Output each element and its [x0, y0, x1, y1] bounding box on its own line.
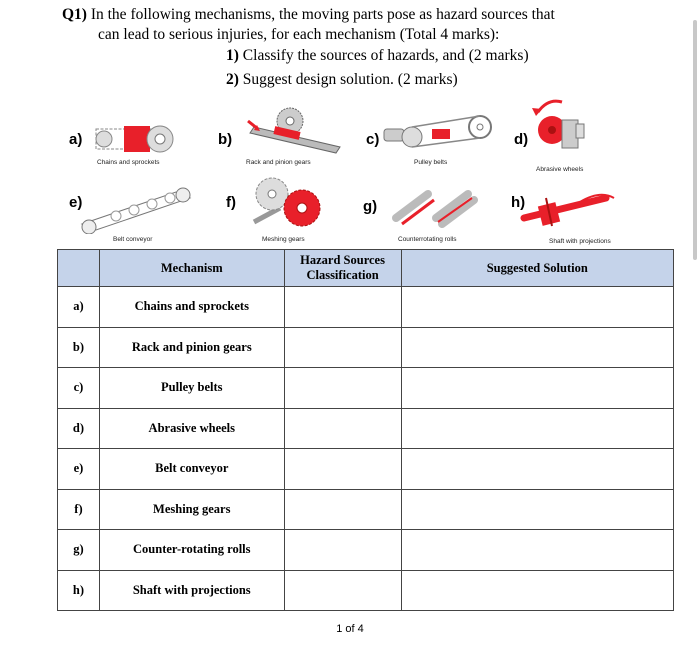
pulley-belt-icon	[380, 113, 500, 157]
row-id: f)	[58, 489, 100, 530]
hazard-answer-cell[interactable]	[284, 408, 401, 449]
row-id: e)	[58, 449, 100, 490]
hazard-answer-cell[interactable]	[284, 570, 401, 611]
row-id: d)	[58, 408, 100, 449]
hazard-answer-cell[interactable]	[284, 449, 401, 490]
solution-answer-cell[interactable]	[401, 449, 673, 490]
header-mechanism: Mechanism	[99, 250, 284, 287]
table-row	[58, 408, 674, 449]
illus-label-g: g)	[363, 198, 378, 215]
table-header-row	[58, 250, 674, 287]
header-id	[58, 250, 100, 287]
illus-label-e: e)	[69, 194, 83, 211]
row-id: g)	[58, 530, 100, 571]
rack-pinion-icon	[244, 103, 344, 155]
answer-table	[57, 249, 674, 611]
table-row	[58, 449, 674, 490]
hazard-answer-cell[interactable]	[284, 327, 401, 368]
caption-a: Chains and sprockets	[97, 159, 160, 166]
illus-label-h: h)	[511, 194, 526, 211]
row-mechanism: Counter-rotating rolls	[99, 530, 284, 571]
counterrotating-rolls-icon	[388, 186, 478, 230]
page-number: 1 of 4	[336, 623, 364, 635]
table-row	[58, 530, 674, 571]
hazard-answer-cell[interactable]	[284, 287, 401, 328]
caption-b: Rack and pinion gears	[246, 159, 311, 166]
table-row	[58, 327, 674, 368]
header-hazard: Hazard Sources Classification	[284, 250, 401, 287]
caption-h: Shaft with projections	[549, 238, 611, 245]
solution-answer-cell[interactable]	[401, 408, 673, 449]
solution-answer-cell[interactable]	[401, 287, 673, 328]
caption-g: Counterrotating rolls	[398, 236, 457, 243]
scrollbar[interactable]	[693, 20, 697, 260]
sub-question-2: 2) Suggest design solution. (2 marks)	[226, 71, 458, 88]
belt-conveyor-icon	[76, 186, 196, 234]
table-row	[58, 368, 674, 409]
question-number: Q1)	[62, 6, 87, 23]
row-mechanism: Abrasive wheels	[99, 408, 284, 449]
row-id: h)	[58, 570, 100, 611]
row-mechanism: Rack and pinion gears	[99, 327, 284, 368]
solution-answer-cell[interactable]	[401, 530, 673, 571]
caption-e: Belt conveyor	[113, 236, 153, 243]
illus-label-a: a)	[69, 131, 83, 148]
table-row	[58, 570, 674, 611]
illus-label-c: c)	[366, 131, 380, 148]
solution-answer-cell[interactable]	[401, 327, 673, 368]
row-id: a)	[58, 287, 100, 328]
hazard-answer-cell[interactable]	[284, 368, 401, 409]
hazard-answer-cell[interactable]	[284, 530, 401, 571]
question-line-1	[62, 5, 622, 25]
illus-label-f: f)	[226, 194, 236, 211]
row-mechanism: Pulley belts	[99, 368, 284, 409]
question-text-1: In the following mechanisms, the moving parts pose as hazard sources that	[90, 6, 555, 23]
solution-answer-cell[interactable]	[401, 368, 673, 409]
caption-f: Meshing gears	[262, 236, 305, 243]
question-line-2: can lead to serious injuries, for each mechanism (Total 4 marks):	[98, 26, 500, 43]
row-mechanism: Meshing gears	[99, 489, 284, 530]
table-row	[58, 489, 674, 530]
table-body	[58, 287, 674, 611]
solution-answer-cell[interactable]	[401, 489, 673, 530]
caption-d: Abrasive wheels	[536, 166, 584, 173]
row-id: b)	[58, 327, 100, 368]
abrasive-wheel-icon	[528, 96, 592, 162]
table-row	[58, 287, 674, 328]
caption-c: Pulley belts	[414, 159, 448, 166]
shaft-projections-icon	[520, 188, 616, 232]
row-mechanism: Shaft with projections	[99, 570, 284, 611]
illus-label-b: b)	[218, 131, 233, 148]
header-solution: Suggested Solution	[401, 250, 673, 287]
row-mechanism: Belt conveyor	[99, 449, 284, 490]
hazard-answer-cell[interactable]	[284, 489, 401, 530]
row-id: c)	[58, 368, 100, 409]
row-mechanism: Chains and sprockets	[99, 287, 284, 328]
meshing-gears-icon	[250, 172, 330, 232]
sub-question-1: 1) Classify the sources of hazards, and (2 marks)	[226, 47, 529, 64]
illus-label-d: d)	[514, 131, 529, 148]
chain-sprocket-icon	[94, 120, 178, 160]
solution-answer-cell[interactable]	[401, 570, 673, 611]
